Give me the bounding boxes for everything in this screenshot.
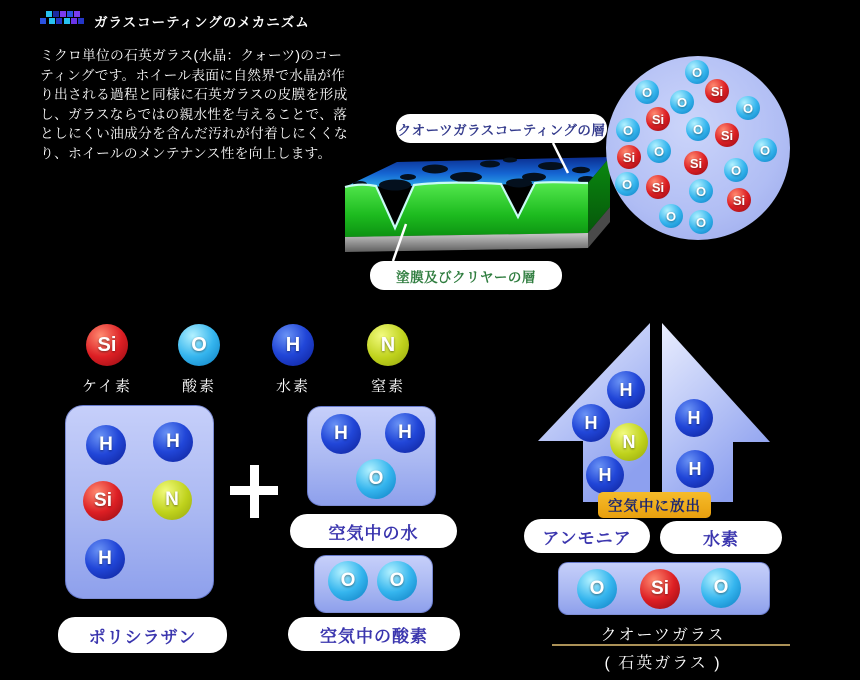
intro-paragraph (40, 46, 348, 163)
label-quartz-coating-layer: クオーツガラスコーティングの層 (396, 114, 607, 143)
label-ammonia: アンモニア (524, 519, 650, 553)
atom-o: O (689, 210, 713, 234)
atom-h: H (86, 425, 126, 465)
atom-si: Si (705, 79, 729, 103)
atom-h: H (321, 414, 361, 454)
plus-sign (230, 465, 278, 518)
atom-o: O (685, 60, 709, 84)
atom-o: O (577, 569, 617, 609)
atom-o: O (356, 459, 396, 499)
atom-h: H (85, 539, 125, 579)
intro-line: り、ホイールのメンテナンス性を向上します。 (40, 145, 332, 161)
intro-line: としにくい油成分を含んだ汚れが付着しにくくな (40, 126, 348, 141)
intro-line: り出される過程と同様に石英ガラスの皮膜を形成 (40, 87, 348, 102)
atom-h: H (676, 450, 714, 488)
page-title: ガラスコーティングのメカニズム (94, 15, 310, 30)
atom-o: O (377, 561, 417, 601)
atom-si: Si (617, 145, 641, 169)
legend-item-nitrogen (356, 324, 420, 396)
atom-o: O (178, 324, 220, 366)
atom-o: O (753, 138, 777, 162)
atom-o: O (686, 117, 710, 141)
intro-line: ティングです。ホイール表面に自然界で水晶が作 (40, 67, 346, 83)
atom-n: N (610, 423, 648, 461)
label-quartz-glass: クオーツガラス (600, 627, 726, 644)
atom-n: N (367, 324, 409, 366)
atom-h: H (272, 324, 314, 366)
oxygen-molecule-panel (314, 555, 433, 613)
atom-si: Si (646, 175, 670, 199)
atom-n: N (152, 480, 192, 520)
label-hydrogen: 水素 (660, 521, 782, 554)
atom-o: O (659, 204, 683, 228)
atom-si: Si (646, 107, 670, 131)
quartz-structure-circle (606, 56, 790, 240)
polysilazane-molecule-panel (65, 405, 214, 599)
intro-line: ミクロ単位の石英ガラス(水晶：クォーツ)のコー (40, 48, 343, 63)
atom-h: H (572, 404, 610, 442)
atom-h: H (607, 371, 645, 409)
label-quartz-glass-sub: ( 石英ガラス ) (604, 655, 722, 672)
atom-h: H (586, 456, 624, 494)
atom-o: O (647, 139, 671, 163)
quartz-glass-panel (558, 562, 770, 615)
label-water-in-air: 空気中の水 (290, 514, 457, 548)
legend-item-oxygen (167, 324, 231, 396)
divider-line (552, 644, 790, 646)
atom-o: O (701, 568, 741, 608)
atom-si: Si (640, 569, 680, 609)
release-arrows (520, 315, 790, 510)
atom-o: O (615, 172, 639, 196)
label-oxygen-in-air: 空気中の酸素 (288, 617, 460, 651)
up-arrow-shapes (520, 315, 790, 510)
atom-o: O (736, 96, 760, 120)
atom-si: Si (727, 188, 751, 212)
intro-line: し、ガラスならではの親水性を与えることで、落 (40, 106, 348, 122)
water-molecule-panel (307, 406, 436, 506)
legend-label: ケイ素 (82, 378, 132, 395)
atom-o: O (670, 90, 694, 114)
atom-o: O (689, 179, 713, 203)
legend-item-hydrogen (261, 324, 325, 396)
atom-h: H (385, 413, 425, 453)
atom-si: Si (684, 151, 708, 175)
pixel-mosaic-icon (40, 10, 86, 30)
badge-released-into-air: 空気中に放出 (598, 492, 711, 518)
atom-si: Si (715, 123, 739, 147)
legend-label: 酸素 (181, 378, 216, 395)
atom-si: Si (86, 324, 128, 366)
legend-label: 水素 (275, 378, 310, 395)
atom-o: O (328, 561, 368, 601)
atom-h: H (153, 422, 193, 462)
label-polysilazane: ポリシラザン (58, 617, 227, 653)
clear-coat-face (345, 182, 588, 237)
atom-o: O (616, 118, 640, 142)
legend-item-silicon (75, 324, 139, 396)
legend-label: 窒素 (370, 378, 405, 395)
label-paint-clear-layer: 塗膜及びクリヤーの層 (370, 261, 562, 290)
atom-h: H (675, 399, 713, 437)
atom-o: O (635, 80, 659, 104)
atom-o: O (724, 158, 748, 182)
atom-si: Si (83, 481, 123, 521)
